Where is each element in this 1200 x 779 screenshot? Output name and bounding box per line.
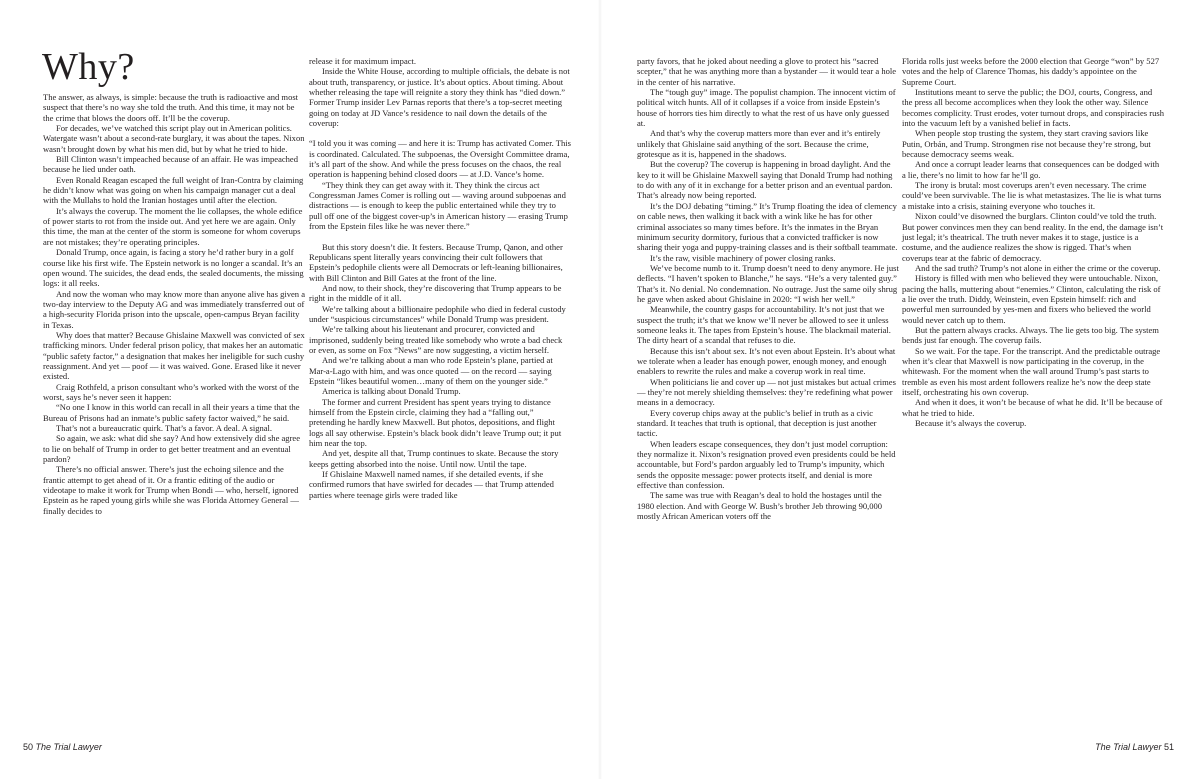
body-paragraph: “I told you it was coming — and here it is: Trump has activated Comer. This is coordinated. Calculated. The subpoenas, the Oversight Committee drama, it’s all part of the show. And while the press focuses on the chaos, the real operation is happening behind closed doors — at J.D. Vance’s home. <box>309 138 571 180</box>
body-paragraph: And the sad truth? Trump’s not alone in either the crime or the coverup. <box>915 262 1161 273</box>
right-publication-name: The Trial Lawyer <box>1095 742 1162 752</box>
body-paragraph: Institutions meant to serve the public; the DOJ, courts, Congress, and the press all become accomplices when they look the other way. Silence becomes complicity. Trust erodes, voter turnout drops, and conspiracies rush into the vacuum left by a vanished belief in facts. <box>902 87 1164 129</box>
text-column-3 <box>637 56 899 521</box>
article-title: Why? <box>42 46 135 88</box>
text-column-4 <box>902 56 1164 428</box>
page-gutter <box>598 0 602 779</box>
body-paragraph: The irony is brutal: most coverups aren’t even necessary. The crime could’ve been survivable. The lie is what metastasizes. The lie is what turns a mistake into a crisis, staining everyone who touches it. <box>902 180 1162 211</box>
body-paragraph: And now, to their shock, they’re discovering that Trump appears to be right in the middle of it all. <box>309 282 562 304</box>
body-paragraph: But the coverup? The coverup is happening in broad daylight. And the key to it will be Ghislaine Maxwell saying that Donald Trump had nothing to do with any of it in exchange for a better prison and an eventual pardon. That’s already now being reported. <box>637 159 893 201</box>
body-paragraph: Every coverup chips away at the public’s belief in truth as a civic standard. It teaches that truth is optional, that deception is just another tactic. <box>637 407 877 439</box>
body-paragraph: But the pattern always cracks. Always. The lie gets too big. The system bends just far enough. The coverup fails. <box>902 324 1159 346</box>
body-paragraph: Because this isn’t about sex. It’s not even about Epstein. It’s about what we tolerate when a leader has enough power, enough money, and enough enablers to rewrite the rules and make a coverup work in real time. <box>637 345 896 377</box>
body-paragraph: We’re talking about a billionaire pedophile who died in federal custody under “suspicious circumstances” while Donald Trump was president. <box>309 303 566 324</box>
body-paragraph: That’s not a bureaucratic quirk. That’s a favor. A deal. A signal. <box>56 423 273 433</box>
body-paragraph: When leaders escape consequences, they don’t just model corruption: they normalize it. Nixon’s resignation proved even presidents could be held accountable, but Ford’s pardon arguably led to Trump’s impunity, which sends the opposite message: power protects itself, and denial is more effective than confession. <box>637 438 896 491</box>
body-paragraph: And now the woman who may know more than anyone alive has given a two-day interview to the Deputy AG and was immediately transferred out of a high-security Florida prison into the upscale, open-campus Bryan facility in Texas. <box>43 288 305 330</box>
body-paragraph: Donald Trump, once again, is facing a story he’d rather bury in a golf course like his first wife. The Epstein network is no longer a scandal. It’s an open wound. The suicides, the dead ends, the sealed documents, the missing logs: it all reeks. <box>43 247 304 289</box>
body-paragraph: release it for maximum impact. <box>309 56 417 66</box>
body-paragraph: Meanwhile, the country gasps for accountability. It’s not just that we suspect the truth; it’s that we know we’ll never be allowed to see it unless someone leaks it. The tapes from Epstein’s house. The blackmail material. The dirty heart of a scandal that refuses to die. <box>637 304 891 346</box>
body-paragraph: We’re talking about his lieutenant and procurer, convicted and imprisoned, suddenly being treated like somebody who wrote a bad check or even, as some on Fox “News” are now suggesting, a victim herself. <box>309 324 563 355</box>
body-paragraph: It’s always the coverup. The moment the lie collapses, the whole edifice of power starts to rot from the inside out. And yet here we are again. Only this time, the man at the center of the storm is someone for whom coverups are not mistakes; they’re operating principles. <box>43 205 303 247</box>
body-paragraph: Nixon could’ve disowned the burglars. Clinton could’ve told the truth. But power convinces men they can bend reality. In the end, the damage isn’t just legal; it’s theatrical. The truth never makes it to stage, justice is a costume, and the audience realizes the show is rigged. That’s when coverups tear at the fabric of democracy. <box>902 211 1164 263</box>
body-paragraph: So again, we ask: what did she say? And how extensively did she agree to lie on behalf of Trump in order to get better treatment and an eventual pardon? <box>43 433 301 465</box>
body-paragraph: And we’re talking about a man who rode Epstein’s plane, partied at Mar-a-Lago with him, and was once quoted — on the record — saying Epstein “likes beautiful women…many of them on the younger side.” <box>309 355 553 386</box>
body-paragraph: If Ghislaine Maxwell named names, if she detailed events, if she confirmed rumors that have swirled for decades — that Trump attended parties where teenage girls were traded like <box>309 469 554 500</box>
body-paragraph: And that’s why the coverup matters more than ever and it’s entirely unlikely that Ghislaine said anything of the sort. Because the crime, grotesque as it is, happened in the shadows. <box>637 128 881 160</box>
body-paragraph: We’ve become numb to it. Trump doesn’t need to deny anymore. He just deflects. “I haven’t spoken to Blanche,” he says. “He’s a very talented guy.” That’s it. No denial. No condemnation. No outrage. Just the same oily shrug he gave when asked about Ghislaine in 2020: “I wish her well.” <box>637 262 899 304</box>
left-page-number: 50 <box>23 742 34 752</box>
body-paragraph: America is talking about Donald Trump. <box>322 386 461 397</box>
body-paragraph: Why does that matter? Because Ghislaine Maxwell was convicted of sex trafficking minors. Under federal prison policy, that makes her an automatic “public safety factor,” a designation that makes her ineligible for such cushy reassignment. And yet — poof — it was waived. Gone. Erased like it never existed. <box>43 329 305 382</box>
body-paragraph: Former Trump insider Lev Parnas reports that there’s a top-secret meeting going on today at JD Vance’s residence to nail down the details of the coverup: <box>309 97 563 129</box>
body-paragraph: The former and current President has spent years trying to distance himself from the Epstein circle, claiming they had a “falling out,” pretending he hardly knew Maxwell. But photos, depositions, and flight logs all say otherwise. Epstein’s black book didn’t leave Trump out; it put him near the top. <box>309 396 562 449</box>
body-paragraph: The answer, as always, is simple: because the truth is radioactive and most suspect that there’s no way she told the truth. And this time, it may not be the crime that blows the doors off. It’ll be the coverup. <box>43 92 299 123</box>
left-page-footer <box>23 741 102 753</box>
body-paragraph: Bill Clinton wasn’t impeached because of an affair. He was impeached because he lied under oath. <box>43 154 299 175</box>
body-paragraph: And yet, despite all that, Trump continues to skate. Because the story keeps getting absorbed into the noise. Until now. Until the tape. <box>309 448 559 469</box>
body-paragraph: And once a corrupt leader learns that consequences can be dodged with a lie, there’s no limit to how far he’ll go. <box>902 159 1160 180</box>
body-paragraph: It’s the raw, visible machinery of power closing ranks. <box>650 252 836 263</box>
body-paragraph: party favors, that he joked about needing a glove to protect his “sacred scepter,” that he was anything more than a bystander — it would tear a hole in the center of his narrative. <box>637 56 897 87</box>
body-paragraph: For decades, we’ve watched this script play out in American politics. Watergate wasn’t about a second-rate burglary, it was about the tapes. Nixon wasn’t brought down by what his men did, but by what he tried to hide. <box>43 123 305 154</box>
text-column-1 <box>43 92 305 516</box>
body-paragraph: But this story doesn’t die. It festers. Because Trump, Qanon, and other Republicans spent literally years convincing their cult followers that Epstein’s pedophile clients were all Democrats or left-leaning billionaires, with Bill Clinton and Bill Gates at the front of the line. <box>309 241 563 283</box>
body-paragraph: The same was true with Reagan’s deal to hold the hostages until the 1980 election. And with George W. Bush’s brother Jeb throwing 90,000 mostly African American voters off the <box>637 490 883 522</box>
body-paragraph: Florida rolls just weeks before the 2000 election that George “won” by 527 votes and the help of Clarence Thomas, his daddy’s appointee on the Supreme Court. <box>902 56 1160 87</box>
right-page-footer <box>1095 741 1174 753</box>
body-paragraph: There’s no official answer. There’s just the echoing silence and the frantic attempt to get ahead of it. Or a frantic editing of the audio or videotape to make it work for Trump when Bondi — who, herself, ignored Epstein as he raped young girls while she was Florida Attorney General — finally decides to <box>43 464 299 516</box>
left-publication-name: The Trial Lawyer <box>35 742 102 752</box>
right-page-number: 51 <box>1163 742 1174 752</box>
body-paragraph: So we wait. For the tape. For the transcript. And the predictable outrage when it’s clear that Maxwell is now participating in the coverup, in the whitewash. For the moment when the wall around Trump’s past starts to tremble as even his most ardent followers realize he’s now the deep state itself, orchestrating his own coverup. <box>902 345 1161 397</box>
body-paragraph: When politicians lie and cover up — not just mistakes but actual crimes — they’re not merely shielding themselves: they’re redefining what power means in a democracy. <box>637 376 896 408</box>
body-paragraph: It’s the DOJ debating “timing.” It’s Trump floating the idea of clemency on cable news, then walking it back with a wink like he has for other criminal associates so many times before. It’s the inmates in the Bryan minimum security dormitory, furious that a convicted trafficker is now sharing their yoga and puppy-training classes and is their softball teammate. <box>637 200 898 253</box>
body-paragraph: History is filled with men who believed they were untouchable. Nixon, pacing the halls, muttering about “enemies.” Clinton, calculating the risk of a lie over the truth. Diddy, Weinstein, even Epstein himself: rich and powerful men surrounded by yes-men and fixers who believed the world would never catch up to them. <box>902 273 1161 325</box>
body-paragraph: The “tough guy” image. The populist champion. The innocent victim of political witch hunts. All of it collapses if a voice from inside Epstein’s house of horrors ties him directly to what the rest of us have only guessed at. <box>637 87 896 129</box>
body-paragraph: “They think they can get away with it. They think the circus act Congressman James Comer is rolling out — waving around subpoenas and distractions — is enough to keep the public entertained while they try to pull off one of the biggest cover-up’s in American history — erasing Trump from the Epstein files like he was never there.” <box>309 179 568 232</box>
body-paragraph: Even Ronald Reagan escaped the full weight of Iran-Contra by claiming he didn’t know what was going on when his campaign manager cut a deal with the Mullahs to hold the Iranian hostages until after the election. <box>43 174 304 206</box>
body-paragraph: Inside the White House, according to multiple officials, the debate is not about truth, transparency, or justice. It’s about optics. About timing. About whether releasing the tape will reignite a story they think has “died down.” <box>309 66 570 98</box>
body-paragraph: “No one I know in this world can recall in all their years a time that the Bureau of Prisons had an inmate’s public safety factor waived,” he said. <box>43 402 300 423</box>
body-paragraph: And when it does, it won’t be because of what he did. It’ll be because of what he tried to hide. <box>902 397 1163 418</box>
body-paragraph: Because it’s always the coverup. <box>915 418 1027 429</box>
text-column-2 <box>309 56 571 500</box>
body-paragraph: When people stop trusting the system, they start craving saviors like Putin, Orbán, and Trump. Strongmen rise not because they’re strong, but because democracy seems weak. <box>902 128 1151 160</box>
body-paragraph: Craig Rothfeld, a prison consultant who’s worked with the worst of the worst, says he’s never seen it happen: <box>43 381 300 402</box>
